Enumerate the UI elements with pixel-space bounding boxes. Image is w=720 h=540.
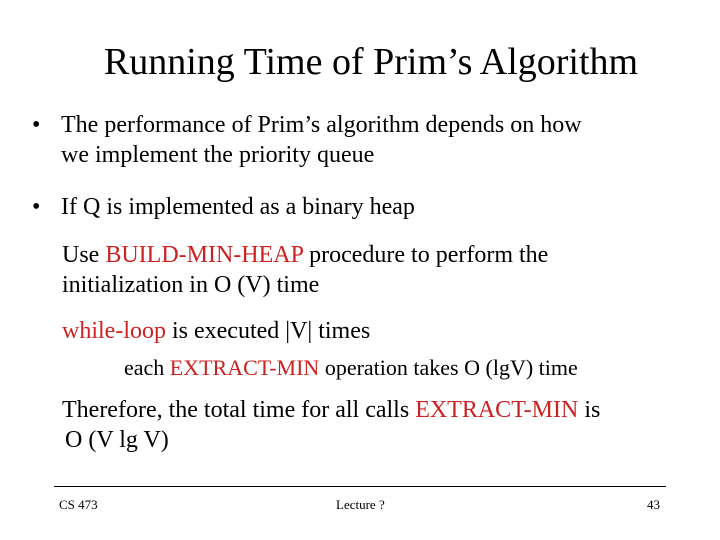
footer-divider — [54, 486, 666, 487]
total-line2: O (V lg V) — [65, 427, 169, 453]
extract-suffix: operation takes O (lgV) time — [319, 355, 578, 380]
while-loop-point — [62, 316, 692, 346]
slide-title: Running Time of Prim’s Algorithm — [103, 41, 639, 83]
total-prefix: Therefore, the total time for all calls — [62, 397, 416, 423]
footer-course: CS 473 — [59, 497, 98, 512]
bullet-text: If Q is implemented as a binary heap — [61, 194, 415, 220]
bullet-text-line2: we implement the priority queue — [61, 142, 375, 168]
total-extract-min-term: EXTRACT-MIN — [415, 397, 579, 423]
bullet-dot: • — [32, 112, 41, 138]
footer-lecture: Lecture ? — [336, 497, 385, 512]
bullet-performance — [32, 110, 692, 170]
bullet-binary-heap — [32, 192, 692, 222]
footer-page-number: 43 — [647, 497, 660, 512]
extract-prefix: each — [124, 355, 170, 380]
total-suffix: is — [578, 397, 601, 423]
extract-min-point — [124, 354, 704, 382]
bullet-dot: • — [32, 194, 41, 220]
total-line1 — [62, 395, 692, 425]
bullet-text-line1: The performance of Prim’s algorithm depends on how — [61, 112, 582, 138]
build-min-heap-point — [62, 240, 692, 300]
while-loop-suffix: is executed |V| times — [165, 318, 371, 344]
build-line1 — [62, 240, 692, 270]
build-line2: initialization in O (V) time — [62, 272, 320, 298]
while-loop-term: while-loop — [62, 318, 166, 344]
build-prefix: Use — [62, 242, 106, 268]
build-suffix: procedure to perform the — [303, 242, 549, 268]
extract-min-term: EXTRACT-MIN — [169, 355, 320, 380]
build-min-heap-term: BUILD-MIN-HEAP — [105, 242, 304, 268]
total-time-point — [62, 395, 692, 455]
